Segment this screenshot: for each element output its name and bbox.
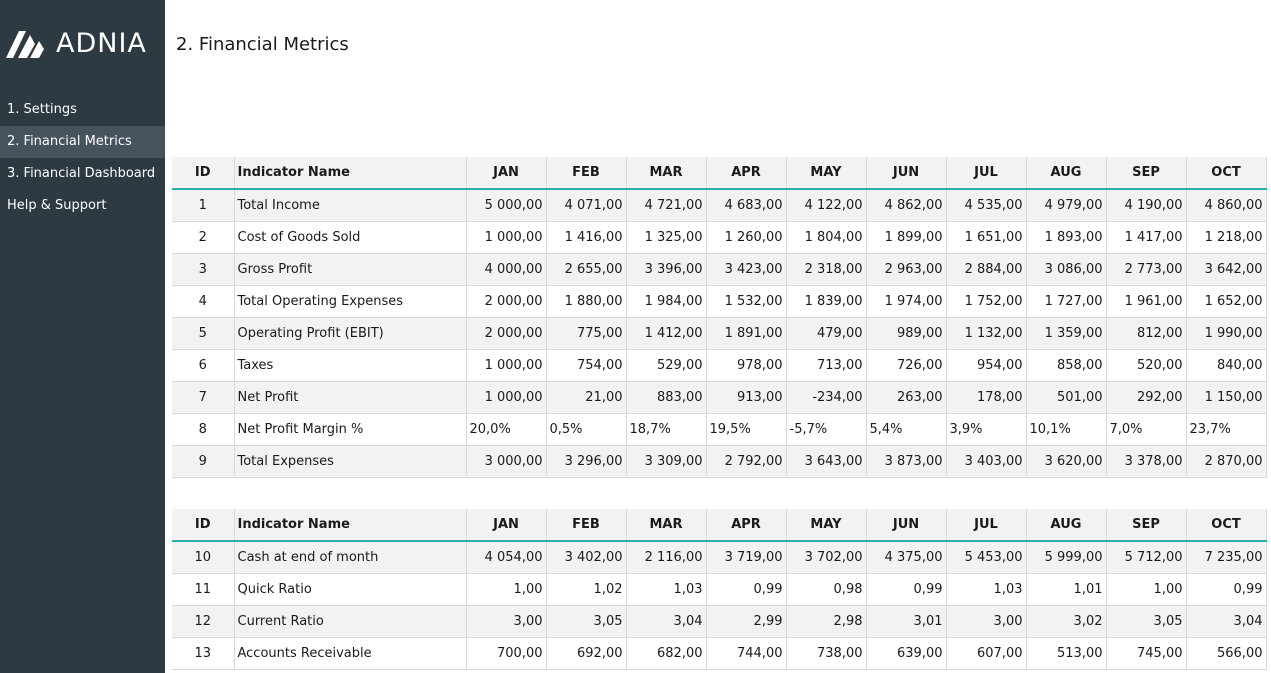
value-cell[interactable]: 3 719,00 [706, 541, 786, 574]
table-row [172, 350, 1266, 382]
value-cell[interactable]: 3,01 [866, 606, 946, 638]
value-cell[interactable]: 1 804,00 [786, 222, 866, 254]
header-month-jan: JAN [466, 509, 546, 541]
header-month-may: MAY [786, 157, 866, 189]
value-cell[interactable]: 520,00 [1106, 350, 1186, 382]
sidebar-item-financial-metrics[interactable]: 2. Financial Metrics [0, 126, 165, 158]
header-indicator-name: Indicator Name [234, 157, 466, 189]
value-cell[interactable]: 1,03 [626, 574, 706, 606]
value-cell[interactable]: 1 752,00 [946, 286, 1026, 318]
value-cell[interactable]: 3,05 [1106, 606, 1186, 638]
value-cell[interactable]: 812,00 [1106, 318, 1186, 350]
header-month-aug: AUG [1026, 157, 1106, 189]
sidebar-item-help-support[interactable]: Help & Support [7, 198, 107, 213]
value-cell[interactable]: 954,00 [946, 350, 1026, 382]
header-month-oct: OCT [1186, 509, 1266, 541]
value-cell[interactable]: 566,00 [1186, 638, 1266, 670]
value-cell[interactable]: 1 150,00 [1186, 382, 1266, 414]
table-header-row [172, 509, 1266, 541]
indicator-name: Operating Profit (EBIT) [234, 318, 466, 350]
liquidity-metrics-table [172, 509, 1267, 670]
value-cell[interactable]: 4 683,00 [706, 189, 786, 222]
value-cell[interactable]: 2 792,00 [706, 446, 786, 478]
value-cell[interactable]: 4 535,00 [946, 189, 1026, 222]
indicator-name: Taxes [234, 350, 466, 382]
value-cell[interactable]: 21,00 [546, 382, 626, 414]
value-cell[interactable]: 1 651,00 [946, 222, 1026, 254]
value-cell[interactable]: 3,00 [946, 606, 1026, 638]
value-cell[interactable]: 0,5% [546, 414, 626, 446]
value-cell[interactable]: 1 961,00 [1106, 286, 1186, 318]
row-id: 3 [172, 254, 234, 286]
value-cell[interactable]: 5 453,00 [946, 541, 1026, 574]
value-cell[interactable]: 4 721,00 [626, 189, 706, 222]
row-id: 9 [172, 446, 234, 478]
indicator-name: Net Profit [234, 382, 466, 414]
table-row [172, 446, 1266, 478]
value-cell[interactable]: 883,00 [626, 382, 706, 414]
financial-metrics-table [172, 157, 1267, 478]
value-cell[interactable]: 2 884,00 [946, 254, 1026, 286]
header-month-apr: APR [706, 157, 786, 189]
value-cell[interactable]: 1 416,00 [546, 222, 626, 254]
value-cell[interactable]: 1 218,00 [1186, 222, 1266, 254]
value-cell[interactable]: 1 727,00 [1026, 286, 1106, 318]
row-id: 4 [172, 286, 234, 318]
value-cell[interactable]: 1 000,00 [466, 222, 546, 254]
value-cell[interactable]: 3 643,00 [786, 446, 866, 478]
value-cell[interactable]: 19,5% [706, 414, 786, 446]
table-row [172, 318, 1266, 350]
value-cell[interactable]: 1 260,00 [706, 222, 786, 254]
value-cell[interactable]: 1 984,00 [626, 286, 706, 318]
value-cell[interactable]: 4 122,00 [786, 189, 866, 222]
value-cell[interactable]: 5 000,00 [466, 189, 546, 222]
value-cell[interactable]: 2 000,00 [466, 318, 546, 350]
value-cell[interactable]: 2 773,00 [1106, 254, 1186, 286]
value-cell[interactable]: 3 378,00 [1106, 446, 1186, 478]
header-month-may: MAY [786, 509, 866, 541]
value-cell[interactable]: 858,00 [1026, 350, 1106, 382]
value-cell[interactable]: 5 999,00 [1026, 541, 1106, 574]
header-indicator-name: Indicator Name [234, 509, 466, 541]
value-cell[interactable]: 0,99 [1186, 574, 1266, 606]
value-cell[interactable]: 1 000,00 [466, 382, 546, 414]
value-cell[interactable]: 0,99 [706, 574, 786, 606]
value-cell[interactable]: 1 417,00 [1106, 222, 1186, 254]
value-cell[interactable]: 1 359,00 [1026, 318, 1106, 350]
indicator-name: Net Profit Margin % [234, 414, 466, 446]
table-row [172, 254, 1266, 286]
row-id: 1 [172, 189, 234, 222]
value-cell[interactable]: 1,00 [466, 574, 546, 606]
value-cell[interactable]: 3 396,00 [626, 254, 706, 286]
value-cell[interactable]: -5,7% [786, 414, 866, 446]
value-cell[interactable]: 989,00 [866, 318, 946, 350]
value-cell[interactable]: 713,00 [786, 350, 866, 382]
value-cell[interactable]: 2 000,00 [466, 286, 546, 318]
row-id: 13 [172, 638, 234, 670]
sidebar-nav [0, 94, 165, 222]
indicator-name: Total Income [234, 189, 466, 222]
header-id: ID [172, 509, 234, 541]
value-cell[interactable]: 2,99 [706, 606, 786, 638]
header-month-mar: MAR [626, 509, 706, 541]
value-cell[interactable]: 20,0% [466, 414, 546, 446]
value-cell[interactable]: 3,05 [546, 606, 626, 638]
value-cell[interactable]: 4 000,00 [466, 254, 546, 286]
value-cell[interactable]: 692,00 [546, 638, 626, 670]
value-cell[interactable]: 1 839,00 [786, 286, 866, 318]
indicator-name: Current Ratio [234, 606, 466, 638]
value-cell[interactable]: 4 979,00 [1026, 189, 1106, 222]
logo-text: ADNIA [56, 28, 147, 59]
value-cell[interactable]: 726,00 [866, 350, 946, 382]
value-cell[interactable]: 3 402,00 [546, 541, 626, 574]
value-cell[interactable]: 1 325,00 [626, 222, 706, 254]
value-cell[interactable]: 1,00 [1106, 574, 1186, 606]
value-cell[interactable]: 3 086,00 [1026, 254, 1106, 286]
value-cell[interactable]: 0,98 [786, 574, 866, 606]
value-cell[interactable]: 263,00 [866, 382, 946, 414]
value-cell[interactable]: 1 412,00 [626, 318, 706, 350]
value-cell[interactable]: 2 318,00 [786, 254, 866, 286]
table-row [172, 189, 1266, 222]
value-cell[interactable]: 700,00 [466, 638, 546, 670]
value-cell[interactable]: 1 880,00 [546, 286, 626, 318]
indicator-name: Cost of Goods Sold [234, 222, 466, 254]
sidebar [0, 0, 165, 673]
value-cell[interactable]: 1 652,00 [1186, 286, 1266, 318]
row-id: 12 [172, 606, 234, 638]
value-cell[interactable]: 639,00 [866, 638, 946, 670]
value-cell[interactable]: 1 990,00 [1186, 318, 1266, 350]
value-cell[interactable]: 1 000,00 [466, 350, 546, 382]
value-cell[interactable]: 682,00 [626, 638, 706, 670]
header-month-feb: FEB [546, 157, 626, 189]
value-cell[interactable]: 10,1% [1026, 414, 1106, 446]
value-cell[interactable]: -234,00 [786, 382, 866, 414]
table-row [172, 541, 1266, 574]
value-cell[interactable]: 3,02 [1026, 606, 1106, 638]
value-cell[interactable]: 978,00 [706, 350, 786, 382]
header-month-mar: MAR [626, 157, 706, 189]
value-cell[interactable]: 3 000,00 [466, 446, 546, 478]
value-cell[interactable]: 3 620,00 [1026, 446, 1106, 478]
value-cell[interactable]: 607,00 [946, 638, 1026, 670]
indicator-name: Gross Profit [234, 254, 466, 286]
table-row [172, 382, 1266, 414]
value-cell[interactable]: 178,00 [946, 382, 1026, 414]
value-cell[interactable]: 738,00 [786, 638, 866, 670]
row-id: 6 [172, 350, 234, 382]
value-cell[interactable]: 1 974,00 [866, 286, 946, 318]
table-row [172, 222, 1266, 254]
value-cell[interactable]: 3,9% [946, 414, 1026, 446]
header-month-sep: SEP [1106, 509, 1186, 541]
value-cell[interactable]: 1 532,00 [706, 286, 786, 318]
value-cell[interactable]: 4 862,00 [866, 189, 946, 222]
header-month-jun: JUN [866, 509, 946, 541]
value-cell[interactable]: 292,00 [1106, 382, 1186, 414]
table-header-row [172, 157, 1266, 189]
adnia-logo-icon [6, 29, 44, 59]
value-cell[interactable]: 2 655,00 [546, 254, 626, 286]
row-id: 7 [172, 382, 234, 414]
indicator-name: Quick Ratio [234, 574, 466, 606]
value-cell[interactable]: 3 642,00 [1186, 254, 1266, 286]
header-month-jan: JAN [466, 157, 546, 189]
value-cell[interactable]: 775,00 [546, 318, 626, 350]
value-cell[interactable]: 913,00 [706, 382, 786, 414]
header-id: ID [172, 157, 234, 189]
value-cell[interactable]: 23,7% [1186, 414, 1266, 446]
value-cell[interactable]: 745,00 [1106, 638, 1186, 670]
value-cell[interactable]: 840,00 [1186, 350, 1266, 382]
sidebar-item-settings[interactable]: 1. Settings [7, 102, 77, 117]
value-cell[interactable]: 3 309,00 [626, 446, 706, 478]
value-cell[interactable]: 1,01 [1026, 574, 1106, 606]
value-cell[interactable]: 2 870,00 [1186, 446, 1266, 478]
row-id: 8 [172, 414, 234, 446]
value-cell[interactable]: 18,7% [626, 414, 706, 446]
value-cell[interactable]: 1 893,00 [1026, 222, 1106, 254]
value-cell[interactable]: 4 054,00 [466, 541, 546, 574]
row-id: 10 [172, 541, 234, 574]
value-cell[interactable]: 1 891,00 [706, 318, 786, 350]
value-cell[interactable]: 479,00 [786, 318, 866, 350]
header-month-apr: APR [706, 509, 786, 541]
value-cell[interactable]: 4 375,00 [866, 541, 946, 574]
table-row [172, 606, 1266, 638]
sidebar-item-financial-dashboard[interactable]: 3. Financial Dashboard [7, 166, 156, 181]
value-cell[interactable]: 4 071,00 [546, 189, 626, 222]
value-cell[interactable]: 5,4% [866, 414, 946, 446]
header-month-sep: SEP [1106, 157, 1186, 189]
header-month-oct: OCT [1186, 157, 1266, 189]
row-id: 11 [172, 574, 234, 606]
value-cell[interactable]: 0,99 [866, 574, 946, 606]
value-cell[interactable]: 4 190,00 [1106, 189, 1186, 222]
header-month-feb: FEB [546, 509, 626, 541]
value-cell[interactable]: 2,98 [786, 606, 866, 638]
value-cell[interactable]: 7,0% [1106, 414, 1186, 446]
indicator-name: Accounts Receivable [234, 638, 466, 670]
value-cell[interactable]: 1 132,00 [946, 318, 1026, 350]
row-id: 2 [172, 222, 234, 254]
table-row [172, 414, 1266, 446]
value-cell[interactable]: 1,03 [946, 574, 1026, 606]
value-cell[interactable]: 1 899,00 [866, 222, 946, 254]
header-month-jun: JUN [866, 157, 946, 189]
value-cell[interactable]: 3 423,00 [706, 254, 786, 286]
row-id: 5 [172, 318, 234, 350]
table-row [172, 286, 1266, 318]
indicator-name: Total Expenses [234, 446, 466, 478]
value-cell[interactable]: 3,00 [466, 606, 546, 638]
value-cell[interactable]: 3 702,00 [786, 541, 866, 574]
value-cell[interactable]: 2 116,00 [626, 541, 706, 574]
value-cell[interactable]: 5 712,00 [1106, 541, 1186, 574]
page-title: 2. Financial Metrics [176, 34, 349, 55]
value-cell[interactable]: 7 235,00 [1186, 541, 1266, 574]
indicator-name: Total Operating Expenses [234, 286, 466, 318]
indicator-name: Cash at end of month [234, 541, 466, 574]
value-cell[interactable]: 3 873,00 [866, 446, 946, 478]
header-month-aug: AUG [1026, 509, 1106, 541]
value-cell[interactable]: 3,04 [1186, 606, 1266, 638]
header-month-jul: JUL [946, 509, 1026, 541]
value-cell[interactable]: 1,02 [546, 574, 626, 606]
value-cell[interactable]: 501,00 [1026, 382, 1106, 414]
value-cell[interactable]: 744,00 [706, 638, 786, 670]
table-row [172, 638, 1266, 670]
value-cell[interactable]: 3 403,00 [946, 446, 1026, 478]
header-month-jul: JUL [946, 157, 1026, 189]
value-cell[interactable]: 4 860,00 [1186, 189, 1266, 222]
brand-logo[interactable] [6, 28, 147, 60]
value-cell[interactable]: 513,00 [1026, 638, 1106, 670]
table-row [172, 574, 1266, 606]
value-cell[interactable]: 529,00 [626, 350, 706, 382]
value-cell[interactable]: 3,04 [626, 606, 706, 638]
value-cell[interactable]: 3 296,00 [546, 446, 626, 478]
value-cell[interactable]: 2 963,00 [866, 254, 946, 286]
value-cell[interactable]: 754,00 [546, 350, 626, 382]
